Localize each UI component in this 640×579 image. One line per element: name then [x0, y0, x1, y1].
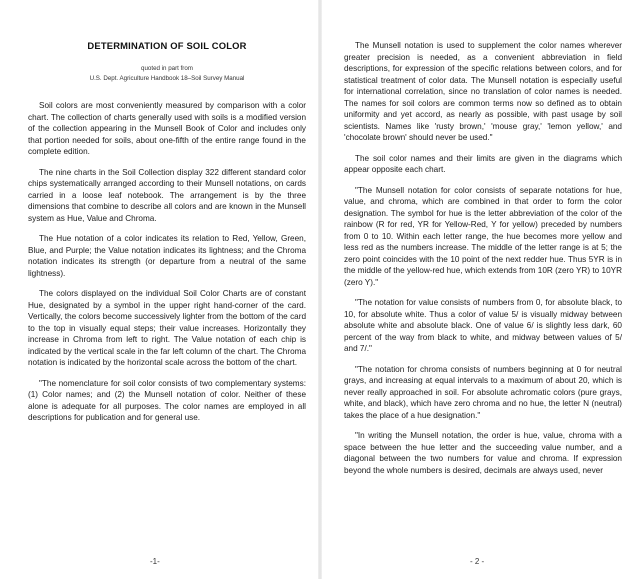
right-page: [322, 0, 640, 579]
paragraph: "The notation for chroma consists of numbers beginning at 0 for neutral grays, and increasing at equal intervals to a maximum of about 20, which is never really approached in soil. For absolute achromatic colors (pure grays, white, and black), which have zero chroma and no hue, the letter N (neutral) takes the place of a hue designation.": [344, 364, 622, 420]
paragraph: "The Munsell notation for color consists of separate notations for hue, value, and chroma, which are combined in that order to form the color designation. The symbol for hue is the letter abbreviation of the color of the rainbow (R for red, YR for Yellow-Red, Y for yellow) preceded by numbers from 0 to 10. Within each letter range, the hue becomes more yellow and less red as the numbers increase. The middle of the letter range is at 5; the zero point coincides with the 10 point of the next redder hue. Thus 5YR is in the middle of the yellow-red hue, which extends from 10R (zero YR) to 10YR (zero Y).": [344, 185, 622, 287]
left-body: [28, 100, 306, 424]
page-number-left: -1-: [150, 557, 160, 566]
paragraph: "In writing the Munsell notation, the order is hue, value, chroma with a space between the hue letter and the succeeding value number, and a diagonal between the two numbers for value and chroma. If expression beyond the whole numbers is desired, decimals are always used, never: [344, 431, 622, 475]
document-title: DETERMINATION OF SOIL COLOR: [87, 40, 247, 51]
left-text-column: [28, 40, 306, 433]
paragraph: The Hue notation of a color indicates its relation to Red, Yellow, Green, Blue, and Purple; the Value notation indicates its lightness; and the Chroma notation indicates its strength (or departure from a neutral of the same lightness).: [28, 234, 306, 278]
paragraph: The colors displayed on the individual Soil Color Charts are of constant Hue, designated by a symbol in the upper right hand-corner of the card. Vertically, the colors become successively lighter from the bottom of the card to the top in visually equal steps; their value increases. Horizontally they increase in Chroma from left to right. The Value notation of each chip is indicated by the vertical scale in the far left column of the chart. The Chroma notation is indicated by the horizontal scale across the bottom of the chart.: [28, 289, 306, 367]
left-page: [0, 0, 318, 579]
paragraph: "The notation for value consists of numbers from 0, for absolute black, to 10, for absolute white. Thus a color of value 5/ is visually midway between absolute white and absolute black. One of value 6/ is slightly less dark, 60 percent of the way from black to white, and midway between values of 5/ and 7/.": [344, 298, 622, 353]
page-number-right: - 2 -: [470, 557, 485, 566]
paragraph: The nine charts in the Soil Collection display 322 different standard color chips systematically arranged according to their Munsell notations, on cards carried in a loose leaf notebook. The arrangement is by the three dimensions that combine to describe all colors and are known in the Munsell system as Hue, Value and Chroma.: [28, 167, 306, 223]
citation-line-quoted: quoted in part from: [141, 65, 193, 72]
paragraph: The soil color names and their limits are given in the diagrams which appear opposite each chart.: [344, 153, 622, 174]
right-text-column: [344, 40, 622, 485]
paragraph: The Munsell notation is used to supplement the color names wherever greater precision is needed, as a convenient abbreviation in field descriptions, for expression of the specific relations between colors, and for statistical treatment of color data. The Munsell notation is especially useful for international correlation, since no translation of color names is needed. The names for soil colors are common terms now so defined as to obtain uniformity and yet accord, as nearly as possible, with past usage by soil scientists. Names like 'rusty brown,' 'mouse gray,' 'lemon yellow,' and 'chocolate brown' should never be used.": [344, 41, 622, 142]
citation-line-source: U.S. Dept. Agriculture Handbook 18–Soil Survey Manual: [89, 74, 245, 82]
paragraph: Soil colors are most conveniently measured by comparison with a color chart. The collection of charts generally used with soils is a modified version of the collection appearing in the Munsell Book of Color and includes only that portion needed for soils, about one-fifth of the entire range found in the complete edition.: [28, 101, 306, 156]
source-citation: [28, 64, 306, 83]
paragraph: "The nomenclature for soil color consists of two complementary systems: (1) Color names; and (2) the Munsell notation of color. Neither of these alone is adequate for all purposes. The color names are employed in all descriptions for publication and for general use.: [28, 378, 306, 422]
